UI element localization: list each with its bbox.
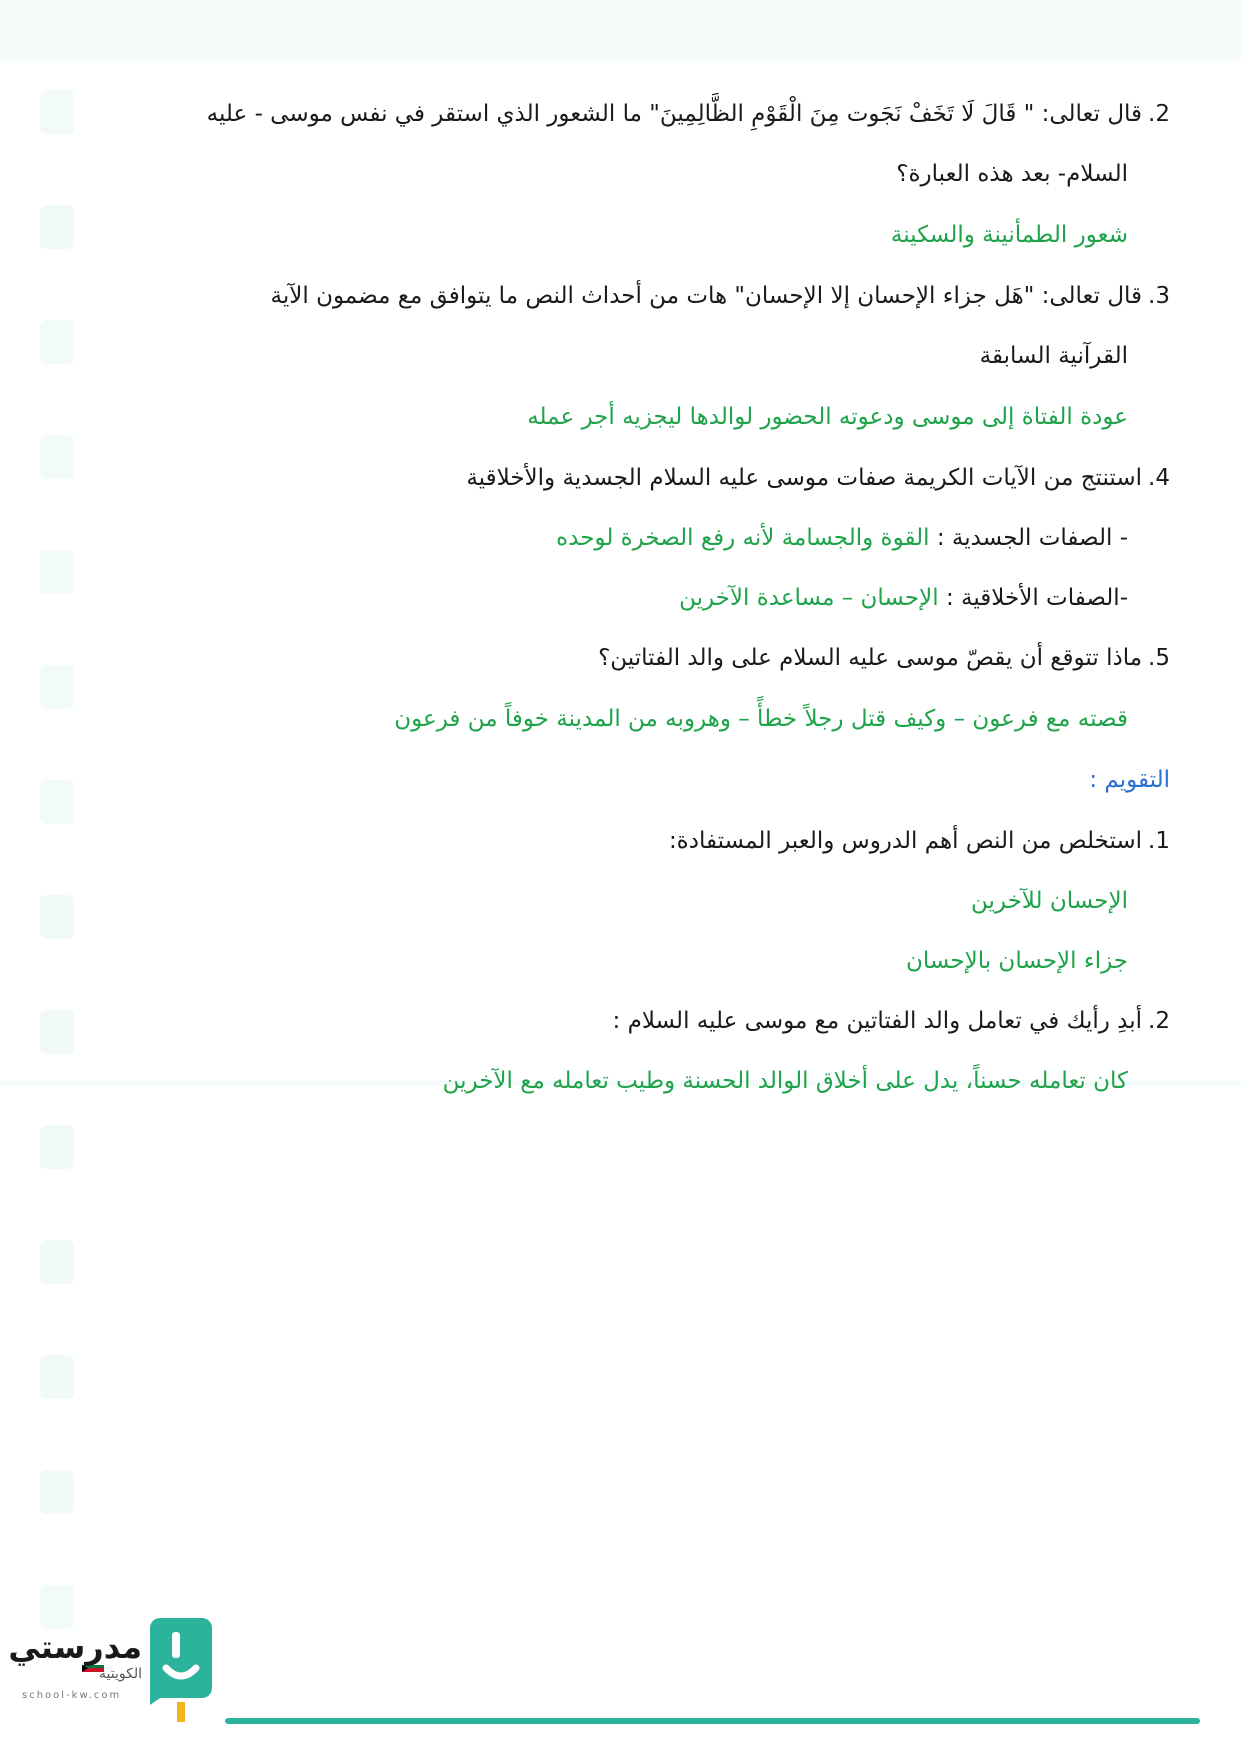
question-3-line-2: القرآنية السابقة xyxy=(979,343,1128,369)
question-number: 3. xyxy=(1148,283,1170,309)
watermark-tile xyxy=(40,435,74,479)
question-text: استنتج من الآيات الكريمة صفات موسى عليه السلام الجسدية والأخلاقية xyxy=(466,465,1143,491)
question-4-line-1 xyxy=(466,465,1170,491)
evaluation-2-answer: كان تعامله حسناً، يدل على أخلاق الوالد الحسنة وطيب تعامله مع الآخرين xyxy=(442,1068,1128,1094)
watermark-tile xyxy=(40,320,74,364)
moral-traits-row xyxy=(679,585,1128,611)
evaluation-1-answer-1: الإحسان للآخرين xyxy=(970,888,1128,914)
watermark-tile xyxy=(40,1240,74,1284)
evaluation-1-line-1 xyxy=(669,828,1170,854)
logo-name: مدرستي xyxy=(8,1628,142,1666)
question-text: ماذا تتوقع أن يقصّ موسى عليه السلام على والد الفتاتين؟ xyxy=(598,645,1143,671)
physical-traits-label: - الصفات الجسدية : xyxy=(936,525,1128,551)
logo-subtitle: الكويتية xyxy=(99,1666,142,1682)
site-logo[interactable] xyxy=(8,1610,222,1740)
watermark-tile xyxy=(40,780,74,824)
answer-5: قصته مع فرعون – وكيف قتل رجلاً خطأً – وهروبه من المدينة خوفاً من فرعون xyxy=(394,706,1128,732)
question-text: أبدِ رأيك في تعامل والد الفتاتين مع موسى عليه السلام : xyxy=(612,1008,1143,1034)
question-number: 2. xyxy=(1148,101,1170,127)
question-text: استخلص من النص أهم الدروس والعبر المستفادة: xyxy=(668,828,1143,854)
evaluation-heading: التقويم : xyxy=(1089,767,1170,793)
watermark-tile xyxy=(40,895,74,939)
watermark-tile xyxy=(40,1470,74,1514)
watermark-tile xyxy=(40,90,74,134)
physical-traits-row xyxy=(556,525,1128,551)
watermark-tile xyxy=(40,1355,74,1399)
question-3-line-1 xyxy=(271,283,1170,309)
question-text: قال تعالى: " قَالَ لَا تَخَفْ نَجَوت مِنَ الْقَوْمِ الظَّالِمِينَ" ما الشعور الذي استقر في نفس موسى - عليه xyxy=(206,101,1143,127)
evaluation-2-line-1 xyxy=(613,1008,1170,1034)
question-number: 4. xyxy=(1148,465,1170,491)
question-2-line-2: السلام- بعد هذه العبارة؟ xyxy=(896,161,1128,187)
question-text: قال تعالى: "هَل جزاء الإحسان إلا الإحسان" هات من أحداث النص ما يتوافق مع مضمون الآية xyxy=(270,283,1143,309)
footer-divider xyxy=(225,1718,1200,1724)
question-number: 1. xyxy=(1148,828,1170,854)
watermark-tile xyxy=(40,665,74,709)
logo-url: school-kw.com xyxy=(22,1690,122,1701)
question-number: 2. xyxy=(1148,1008,1170,1034)
watermark-tile xyxy=(40,550,74,594)
evaluation-1-answer-2: جزاء الإحسان بالإحسان xyxy=(905,948,1128,974)
watermark-tile xyxy=(40,1010,74,1054)
answer-2: شعور الطمأنينة والسكينة xyxy=(890,222,1128,248)
question-5-line-1 xyxy=(598,645,1170,671)
answer-3: عودة الفتاة إلى موسى ودعوته الحضور لوالدها ليجزيه أجر عمله xyxy=(527,404,1128,430)
watermark-tile xyxy=(40,205,74,249)
question-2-line-1 xyxy=(207,101,1170,127)
moral-traits-answer: الإحسان – مساعدة الآخرين xyxy=(679,585,939,611)
moral-traits-label: -الصفات الأخلاقية : xyxy=(945,585,1128,611)
physical-traits-answer: القوة والجسامة لأنه رفع الصخرة لوحده xyxy=(556,525,930,551)
question-number: 5. xyxy=(1148,645,1170,671)
watermark-tile xyxy=(40,1125,74,1169)
